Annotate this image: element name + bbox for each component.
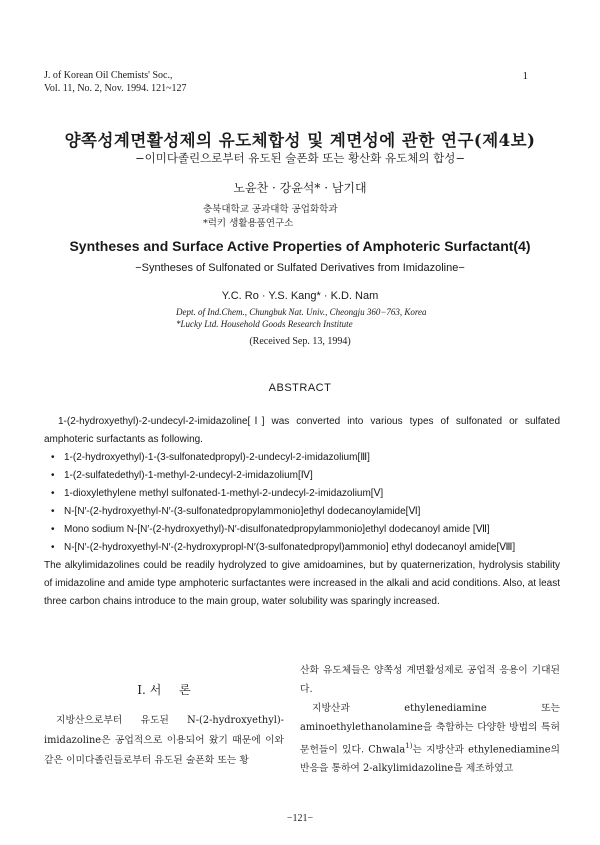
compound-item — [44, 467, 560, 485]
section-number: Ⅰ. — [137, 683, 146, 697]
subtitle-english: −Syntheses of Sulfonated or Sulfated Derivatives from Imidazoline− — [135, 262, 465, 274]
section-title-part-2: 론 — [179, 683, 191, 697]
affiliation-korean-1: 충북대학교 공과대학 공업화학과 — [203, 204, 338, 215]
journal-name: J. of Korean Oil Chemists' Soc., — [44, 70, 173, 81]
page-number: 1 — [522, 70, 528, 82]
introduction-left-column — [44, 711, 284, 771]
section-heading-introduction — [44, 681, 284, 698]
affiliation-korean-2: *럭키 생활용품연구소 — [203, 218, 294, 229]
journal-header — [44, 69, 187, 95]
bullet-icon: • — [51, 452, 55, 463]
compound-text: 1-(2-hydroxyethyl)-1-(3-sulfonatedpropyl)-2-undecyl-2-imidazolium[Ⅲ] — [64, 452, 370, 463]
authors-korean: 노윤찬 · 강윤석* · 남기대 — [233, 181, 367, 195]
bullet-icon: • — [51, 488, 55, 499]
abstract-body — [44, 413, 560, 611]
compound-item — [44, 521, 560, 539]
paragraph-2-text-a: 지방산과 ethylenediamine 또는 aminoethylethanolamine을 축합하는 다양한 방법의 특허 문헌들이 있다. Chwala — [300, 703, 560, 756]
affiliation-english-1: Dept. of Ind.Chem., Chungbuk Nat. Univ., Cheongju 360−763, Korea — [176, 307, 427, 317]
footer-page-number: −121− — [286, 813, 314, 824]
title-english: Syntheses and Surface Active Properties of Amphoteric Surfactant(4) — [69, 238, 531, 254]
compound-text: 1-dioxylethylene methyl sulfonated-1-methyl-2-undecyl-2-imidazolium[Ⅴ] — [64, 488, 384, 499]
affiliations-english — [176, 306, 427, 330]
bullet-icon: • — [51, 542, 55, 553]
abstract-intro: 1-(2-hydroxyethyl)-2-undecyl-2-imidazoline[Ⅰ] was converted into various types of sulfonated or sulfated amphoteric surfactants as following. — [44, 416, 560, 445]
introduction-right-column — [300, 661, 560, 778]
citation-superscript: 1) — [405, 742, 413, 750]
section-title-part-1: 서 — [149, 683, 176, 697]
bullet-icon: • — [51, 470, 55, 481]
compound-text: 1-(2-sulfatedethyl)-1-methyl-2-undecyl-2-imidazolium[Ⅳ] — [64, 470, 313, 481]
compound-item — [44, 503, 560, 521]
subtitle-korean: −이미다졸린으로부터 유도된 술폰화 또는 황산화 유도체의 합성− — [134, 151, 466, 165]
compound-item — [44, 485, 560, 503]
authors-english: Y.C. Ro · Y.S. Kang* · K.D. Nam — [221, 290, 379, 302]
introduction-paragraph-1-cont: 산화 유도체들은 양쪽성 계면활성제로 공업적 응용이 기대된다. — [300, 665, 560, 695]
introduction-paragraph-1: 지방산으로부터 유도된 N-(2-hydroxyethyl)-imidazoline은 공업적으로 이용되어 왔기 때문에 이와 같은 이미다졸린들로부터 유도된 술폰화 또는 황 — [44, 715, 284, 766]
affiliations-korean — [203, 203, 338, 231]
bullet-icon: • — [51, 506, 55, 517]
compound-item — [44, 449, 560, 467]
abstract-heading: ABSTRACT — [268, 382, 332, 394]
introduction-paragraph-2 — [300, 699, 560, 778]
compound-item — [44, 539, 560, 557]
compound-text: N-[N′-(2-hydroxyethyl-N′-(2-hydroxypropl-N′(3-sulfonatedpropyl)ammonio] ethyl dodecanoyl amide[Ⅷ] — [64, 542, 516, 553]
compound-text: Mono sodium N-[N′-(2-hydroxyethyl)-N′-disulfonatedpropylammonio]ethyl dodecanoyl amide [Ⅶ] — [64, 524, 490, 535]
compound-list — [44, 449, 560, 557]
paragraph-2-text-b: 는 지방산과 ethylenediamine의 반응을 통하여 2-alkylimidazoline을 제조하였고 — [300, 744, 560, 775]
compound-text: N-[N′-(2-hydroxyethyl-N′-(3-sulfonatedpropylammonio]ethyl dodecanoylamide[Ⅵ] — [64, 506, 421, 517]
title-korean: 양쪽성계면활성제의 유도체합성 및 계면성에 관한 연구(제4보) — [64, 131, 536, 150]
bullet-icon: • — [51, 524, 55, 535]
received-date: (Received Sep. 13, 1994) — [249, 336, 351, 347]
abstract-conclusion: The alkylimidazolines could be readily hydrolyzed to give amidoamines, but by quaternerization, hydrolysis stability of imidazoline and amide type amphoteric surfactantes were increased in the alkali and acid conditions. Also, at least three carbon chains introduce to the main group, water solubility was sparingly increased. — [44, 560, 560, 607]
journal-volume: Vol. 11, No. 2, Nov. 1994. 121~127 — [44, 83, 187, 94]
affiliation-english-2: *Lucky Ltd. Household Goods Research Institute — [176, 319, 353, 329]
